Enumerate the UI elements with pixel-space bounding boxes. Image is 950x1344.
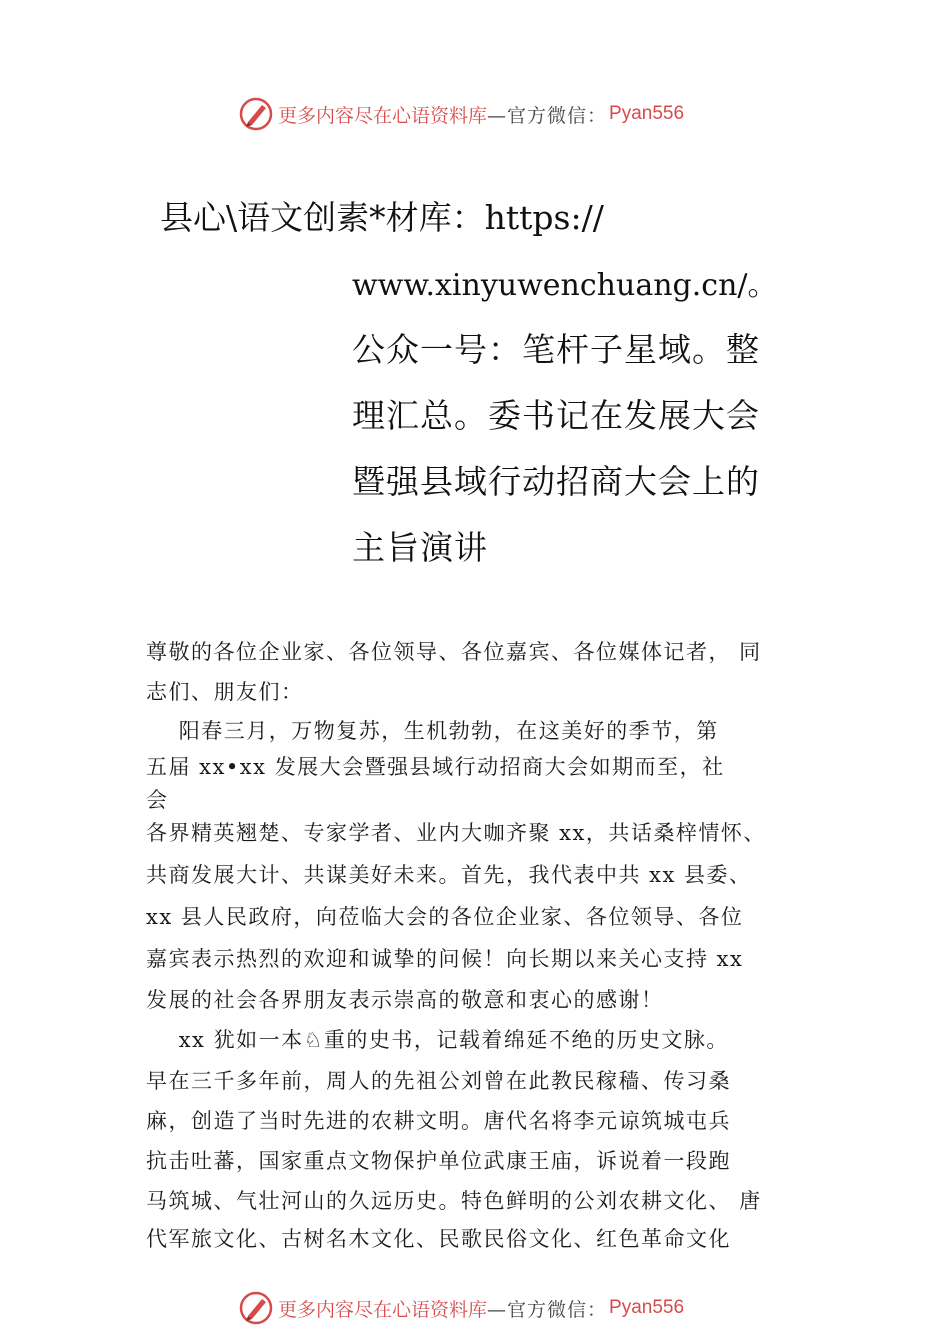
title-line-1: 县心\语文创素*材库：https:// (160, 198, 604, 237)
banner-text-main: 更多内容尽在心语资料库 (278, 1298, 488, 1321)
title-line-3: 公众一号：笔杆子星域。整 (352, 330, 760, 369)
body-line: 各界精英翘楚、专家学者、业内大咖齐聚 xx，共话桑梓情怀、 (146, 821, 766, 845)
body-line: 嘉宾表示热烈的欢迎和诚挚的问候！向长期以来关心支持 xx (146, 947, 744, 971)
body-line: 尊敬的各位企业家、各位领导、各位嘉宾、各位媒体记者， 同 (146, 640, 762, 664)
body-line: 阳春三月，万物复苏，生机勃勃，在这美好的季节，第 (146, 719, 719, 743)
body-line: 会 (146, 788, 169, 812)
banner-text-main: 更多内容尽在心语资料库 (278, 104, 488, 127)
pen-logo-icon (238, 96, 274, 132)
body-line: xx 犹如一本♘重的史书，记载着绵延不绝的历史文脉。 (146, 1028, 729, 1052)
body-line: xx 县人民政府，向莅临大会的各位企业家、各位领导、各位 (146, 905, 744, 929)
body-line: 马筑城、气壮河山的久远历史。特色鲜明的公刘农耕文化、 唐 (146, 1189, 762, 1213)
body-line: 共商发展大计、共谋美好未来。首先，我代表中共 xx 县委、 (146, 863, 752, 887)
banner-text-wechat: —官方微信： (487, 1298, 608, 1321)
title-line-5: 暨强县域行动招商大会上的 (352, 462, 760, 501)
title-line-6: 主旨演讲 (352, 528, 488, 567)
body-line: 五届 xx•xx 发展大会暨强县域行动招商大会如期而至，社 (146, 755, 725, 779)
body-line: 志们、朋友们： (146, 680, 304, 704)
body-line: 代军旅文化、古树名木文化、民歌民俗文化、红色革命文化 (146, 1227, 731, 1251)
pen-logo-icon (238, 1290, 274, 1326)
banner-text-id: Pyan556 (609, 1297, 685, 1318)
banner-text-wechat: —官方微信： (487, 104, 608, 127)
header-banner (238, 96, 684, 132)
body-line: 发展的社会各界朋友表示崇高的敬意和衷心的感谢！ (146, 988, 664, 1012)
body-line: 抗击吐蕃，国家重点文物保护单位武康王庙，诉说着一段跑 (146, 1149, 731, 1173)
title-line-4: 理汇总。委书记在发展大会 (352, 396, 760, 435)
body-line: 麻，创造了当时先进的农耕文明。唐代名将李元谅筑城屯兵 (146, 1109, 731, 1133)
title-line-2: www.xinyuwenchuang.cn/。 (352, 268, 778, 303)
banner-text-id: Pyan556 (609, 103, 685, 124)
footer-banner (238, 1290, 684, 1326)
body-line: 早在三千多年前，周人的先祖公刘曾在此教民稼穑、传习桑 (146, 1069, 731, 1093)
